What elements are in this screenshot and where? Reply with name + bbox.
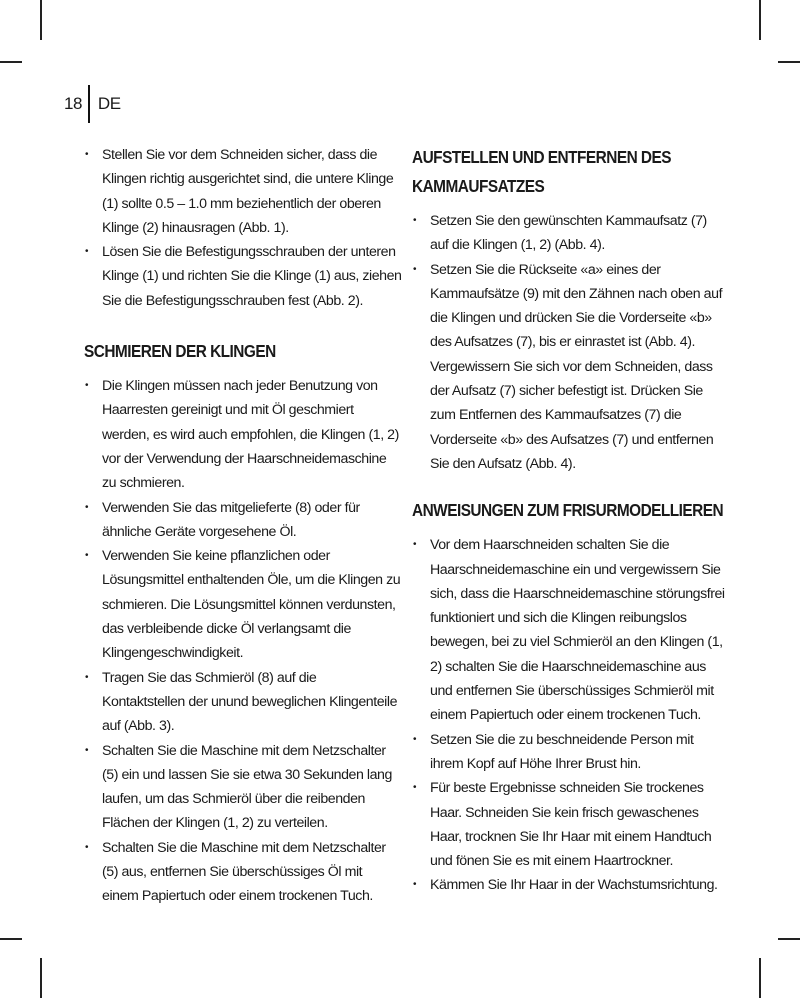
styling-bullet-list xyxy=(412,533,728,897)
bullet-icon: • xyxy=(413,782,417,794)
bullet-icon: • xyxy=(413,263,417,275)
list-item: • Verwenden Sie keine pflanzlichen oder Lösungsmittel enthaltenden Öle, um die Klingen zu schmieren. Die Lösungsmittel können verdunsten, das verbleibende dicke Öl verlangsamt die Klingengeschwindigkeit. xyxy=(84,544,402,665)
comb-attachment-bullet-list xyxy=(412,209,728,476)
bullet-icon: • xyxy=(413,879,417,891)
bullet-icon: • xyxy=(85,671,89,683)
list-item: • Stellen Sie vor dem Schneiden sicher, dass die Klingen richtig ausgerichtet sind, die untere Klinge (1) sollte 0.5 – 1.0 mm beziehentlich der oberen Klinge (2) hinausragen (Abb. 1). xyxy=(84,143,402,240)
list-item: • Kämmen Sie Ihr Haar in der Wachstumsrichtung. xyxy=(412,873,728,897)
bullet-icon: • xyxy=(413,733,417,745)
list-item: • Die Klingen müssen nach jeder Benutzung von Haarresten gereinigt und mit Öl geschmiert werden, es wird auch empfohlen, die Klingen (1, 2) vor der Verwendung der Haarschneidemaschine zu schmieren. xyxy=(84,374,402,495)
section-heading: SCHMIEREN DER KLINGEN xyxy=(84,341,276,362)
list-item: • Tragen Sie das Schmieröl (8) auf die Kontaktstellen der unund beweglichen Klingenteile auf (Abb. 3). xyxy=(84,666,402,739)
right-column xyxy=(412,143,728,898)
lubrication-bullet-list xyxy=(84,374,402,909)
page-header xyxy=(64,84,121,124)
bullet-icon: • xyxy=(413,215,417,226)
crop-mark xyxy=(778,938,800,940)
crop-mark xyxy=(0,61,22,63)
section-heading: ANWEISUNGEN ZUM FRISURMODELLIEREN xyxy=(412,500,724,521)
list-item: • Vor dem Haarschneiden schalten Sie die Haarschneidemaschine ein und vergewissern Sie sich, dass die Haarschneidemaschine störungsfrei funktioniert und sich die Klingen reibungslos bewegen, bei zu viel Schmieröl an den Klingen (1, 2) schalten Sie die Haarschneidemaschine aus und entfernen Sie überschüssiges Schmieröl mit einem Papiertuch oder einem trockenen Tuch. xyxy=(412,533,728,727)
list-item: • Lösen Sie die Befestigungsschrauben der unteren Klinge (1) und richten Sie die Klinge (1) aus, ziehen Sie die Befestigungsschrauben fest (Abb. 2). xyxy=(84,240,402,313)
bullet-icon: • xyxy=(85,841,89,853)
list-item: • Verwenden Sie das mitgelieferte (8) oder für ähnliche Geräte vorgesehene Öl. xyxy=(84,496,402,545)
list-item: • Schalten Sie die Maschine mit dem Netzschalter (5) ein und lassen Sie sie etwa 30 Sekunden lang laufen, um das Schmieröl über die reibenden Flächen der Klingen (1, 2) zu verteilen. xyxy=(84,739,402,836)
bullet-icon: • xyxy=(85,744,89,756)
bullet-icon: • xyxy=(85,149,89,160)
crop-mark xyxy=(40,958,42,998)
crop-mark xyxy=(759,958,761,998)
list-item: • Schalten Sie die Maschine mit dem Netzschalter (5) aus, entfernen Sie überschüssiges Öl mit einem Papiertuch oder einem trockenen Tuch. xyxy=(84,836,402,909)
bullet-icon: • xyxy=(85,246,89,258)
crop-mark xyxy=(0,938,22,940)
crop-mark xyxy=(40,0,42,40)
list-item: • Setzen Sie die Rückseite «a» eines der Kammaufsätze (9) mit den Zähnen nach oben auf die Klingen und drücken Sie die Vorderseite «b» des Aufsatzes (7), bis er einrastet ist (Abb. 4). Vergewissern Sie sich vor dem Schneiden, dass der Aufsatz (7) sicher befestigt ist. Drücken Sie zum Entfernen des Kammaufsatzes (7) die Vorderseite «b» des Aufsatzes (7) und entfernen Sie den Aufsatz (Abb. 4). xyxy=(412,258,728,477)
intro-bullet-list xyxy=(84,143,402,313)
crop-mark xyxy=(778,61,800,63)
section-heading: KAMMAUFSATZES xyxy=(412,176,545,196)
page-number: 18 xyxy=(64,94,82,113)
language-code: DE xyxy=(97,94,121,113)
bullet-icon: • xyxy=(85,501,89,513)
crop-mark xyxy=(759,0,761,40)
section-heading: AUFSTELLEN UND ENTFERNEN DES xyxy=(412,147,672,167)
list-item: • Setzen Sie die zu beschneidende Person mit ihrem Kopf auf Höhe Ihrer Brust hin. xyxy=(412,728,728,777)
bullet-icon: • xyxy=(413,539,417,551)
left-column xyxy=(84,143,402,909)
bullet-icon: • xyxy=(85,550,89,562)
bullet-icon: • xyxy=(85,380,89,392)
list-item: • Setzen Sie den gewünschten Kammaufsatz (7) auf die Klingen (1, 2) (Abb. 4). xyxy=(412,209,728,258)
list-item: • Für beste Ergebnisse schneiden Sie trockenes Haar. Schneiden Sie kein frisch gewaschenes Haar, trocknen Sie Ihr Haar mit einem Handtuch und fönen Sie es mit einem Haartrockner. xyxy=(412,776,728,873)
header-divider xyxy=(88,85,90,123)
